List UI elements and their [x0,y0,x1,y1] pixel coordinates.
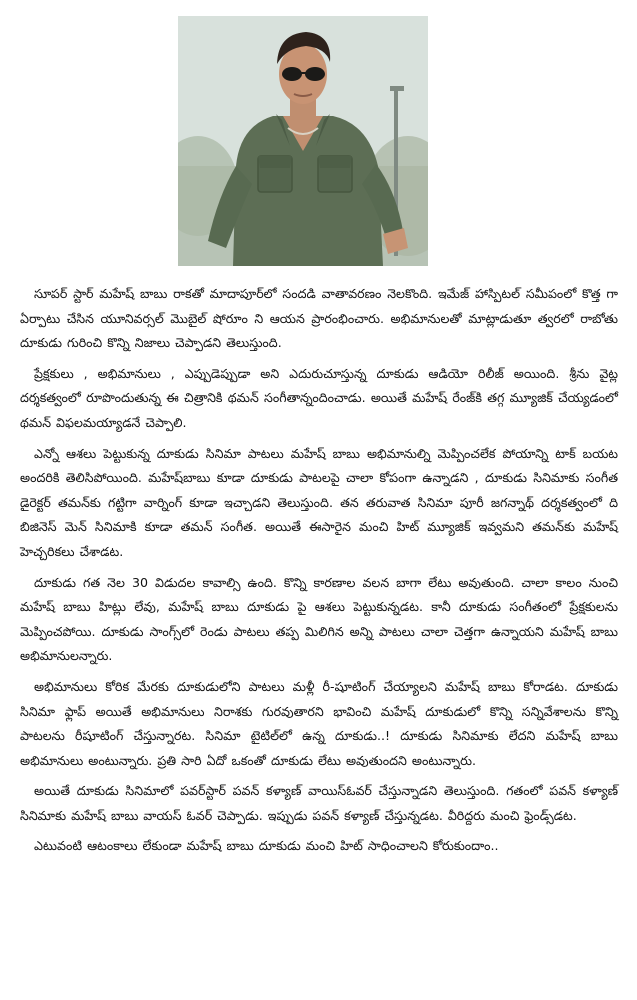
actor-portrait-image [178,16,428,266]
article-body [20,282,618,865]
article-paragraph-3: ఎన్నో ఆశలు పెట్టుకున్న దూకుడు సినిమా పాటలు మహేష్ బాబు అభిమానుల్ని మెప్పించలేక పోయాన్ని టాక్ బయట అందరికి తెలిసిపోయింది. మహేష్‌బాబు కూడా దూకుడు పాటలపై చాలా కోపంగా ఉన్నాడని , దూకుడు సినిమాకు సంగీత డైరెక్టర్ తమన్‌కు గట్టిగా వార్నింగ్ కూడా ఇచ్చాడని తెలుస్తుంది. తన తరువాత సినిమా పూరీ జగన్నాథ్ దర్శకత్వంలో ది బిజినెస్ మెన్ సినిమాకి కూడా తమన్ సంగీత. అయితే ఈసారైన మంచి హిట్ మ్యూజిక్ ఇవ్వమని తమన్‌కు మహేష్ హెచ్చరికలు చేశాడట. [20,445,618,559]
article-photo [178,16,428,266]
article-paragraph-2: ప్రేక్షకులు , అభిమానులు , ఎప్పుడెప్పుడా అని ఎదురుచూస్తున్న దూకుడు ఆడియో రిలీజ్ అయింది. శ్రీను వైట్ల దర్శకత్వంలో రూపొందుతున్న ఈ చిత్రానికి థమన్ సంగీతాన్నందించాడు. అయితే మహేష్ రేంజ్‌కి తగ్గ మ్యూజిక్ చేయ్యడంలో థమన్ విఫలమయ్యాడనే చెప్పాలి. [20,365,618,430]
article-paragraph-1: సూపర్ స్టార్ మహేష్ బాబు రాకతో మాదాపూర్‌లో సందడి వాతావరణం నెలకొంది. ఇమేజ్ హాస్పిటల్ సమీపంలో కొత్త గా ఏర్పాటు చేసిన యూనివర్సల్ మొబైల్ షోరూం ని ఆయన ప్రారంభించారు. అభిమానులతో మాట్లాడుతూ త్వరలో రాబోతు దూకుడు గురించి కొన్ని నిజాలు చెప్పాడని తెలుస్తుంది. [20,286,618,351]
article-paragraph-5: అభిమానులు కోరిక మేరకు దూకుడులోని పాటలు మళ్లీ రీ-షూటింగ్ చేయ్యాలని మహేష్ బాబు కోరాడట. దూకుడు సినిమా ఫ్లాప్ అయితే అభిమానులు నిరాశకు గురవుతారని భావించి మహేష్ దూకుడులో కొన్ని సన్నివేశాలను కొన్ని పాటలను రీషూటింగ్ చేస్తున్నారట. సినిమా టైటిల్‌లో ఉన్న దూకుడు..! దూకుడు సినిమాకు లేదని మహేష్ బాబు అభిమానులు అంటున్నారు. ప్రతి సారి ఏదో ఒకంతో దూకుడు లేటు అవుతుందని అంటున్నారు. [20,678,618,768]
article-paragraph-6: అయితే దూకుడు సినిమాలో పవర్‌స్టార్ పవన్ కళ్యాణ్ వాయిస్‌ఓవర్ చేస్తున్నాడని తెలుస్తుంది. గతంలో పవన్ కళ్యాణ్ సినిమాకు మహేష్ బాబు వాయస్ ఓవర్ చెప్పాడు. ఇప్పుడు పవన్ కళ్యాణ్ చేస్తున్నడట. వీరిద్దరు మంచి ఫ్రెండ్స్‌డట. [20,783,618,823]
article-paragraph-7: ఎటువంటి ఆటంకాలు లేకుండా మహేష్ బాబు దూకుడు మంచి హిట్ సాధించాలని కోరుకుందాం.. [34,838,499,854]
article-paragraph-4: దూకుడు గత నెల 30 విడుదల కావాల్సి ఉంది. కొన్ని కారణాల వలన బాగా లేటు అవుతుంది. చాలా కాలం నుంచి మహేష్ బాబు హిట్లు లేవు, మహేష్ బాబు దూకుడు పై ఆశలు పెట్టుకున్నడట. కానీ దూకుడు సంగీతంలో ప్రేక్షకులను మెప్పించపోయి. దూకుడు సాంగ్స్‌లో రెండు పాటలు తప్ప మిలిగిన అన్ని పాటలు చాలా చెత్తగా ఉన్నాయని మహేష్ బాబు అభిమానులన్నారు. [20,574,618,664]
